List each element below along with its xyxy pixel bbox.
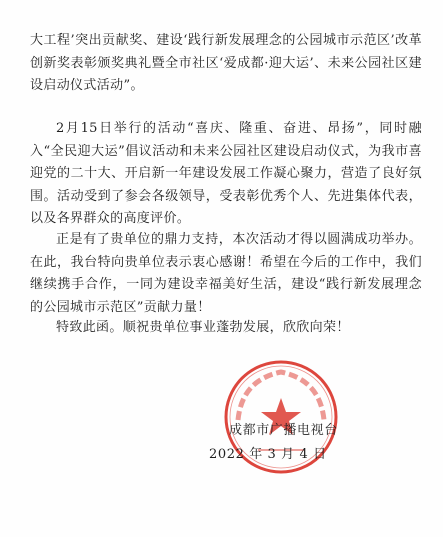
letter-paragraph-2: 2月15日举行的活动“喜庆、隆重、奋进、昂扬”，同时融入“全民迎大运”倡议活动和未来公园社区建设启动仪式，为我市喜迎党的二十大、开启新一年建设发展工作凝心聚力，营造了良好氛围。活动受到了参会各级领导，受表彰优秀个人、先进集体代表，以及各界群众的高度评价。 [30,121,422,226]
signature-date: 2022 年 3 月 4 日 [209,447,327,462]
signature-organization: 成都市广播电视台 [229,423,338,438]
letter-paragraph-3: 正是有了贵单位的鼎力支持，本次活动才得以圆满成功举办。在此，我台特向贵单位表示衷心感谢！希望在今后的工作中，我们继续携手合作，一同为建设幸福美好生活，建设“践行新发展理念的公园城市示范区”贡献力量！ [30,232,422,315]
letter-paragraph-1: 大工程’突出贡献奖、建设‘践行新发展理念的公园城市示范区’改革创新奖表彰颁奖典礼暨全市社区‘爱成都·迎大运’、未来公园社区建设启动仪式活动”。 [30,33,422,93]
letter-paragraph-4: 特致此函。顺祝贵单位事业蓬勃发展，欣欣向荣！ [56,320,350,335]
